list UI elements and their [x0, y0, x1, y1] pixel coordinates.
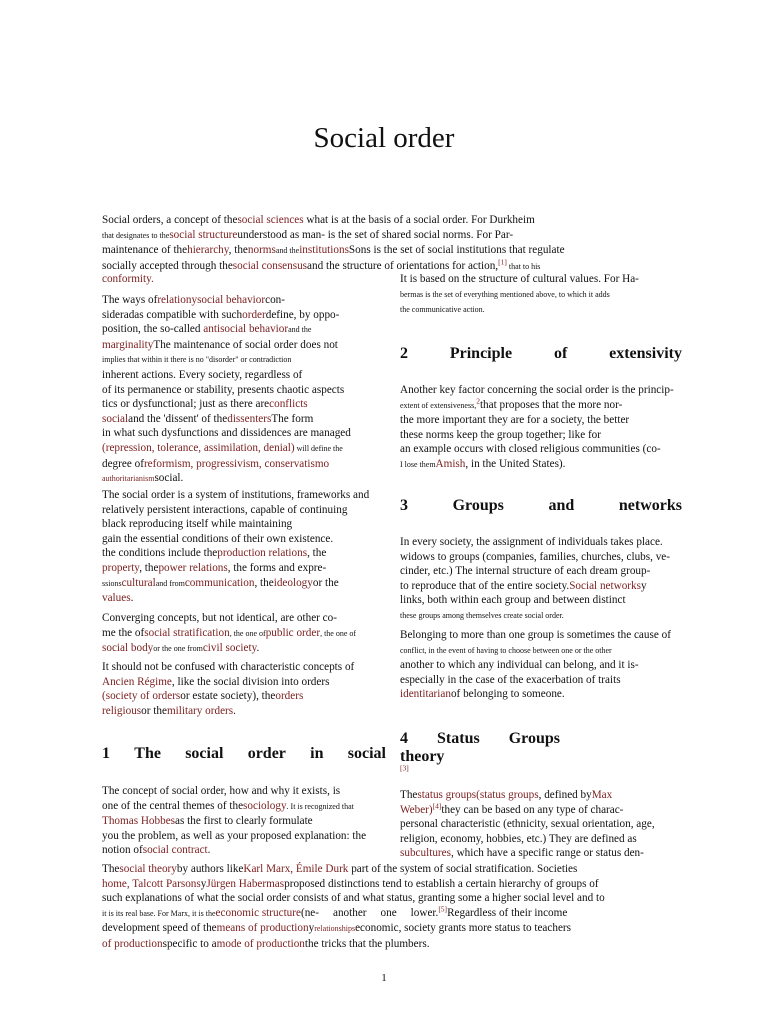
link-subcultures[interactable]: subcultures	[400, 847, 451, 860]
paragraph-status: Thestatus groups(status groups, defined byMax Weber)[4]they can be based on any type of charac- personal characteristic (ethnicity, sexual orientation, age, religion, economy, hobbies, etc.) They are defined as subcultures, which have a specific range or status den-	[400, 789, 655, 860]
link-mode-of-production[interactable]: mode of production	[216, 937, 305, 950]
page-title: Social order	[313, 122, 455, 154]
link-repression[interactable]: (repression, tolerance, assimilation, denial)	[102, 441, 295, 454]
link-social-theory[interactable]: social theory	[119, 863, 177, 875]
intro-paragraph: Social orders, a concept of thesocial sciences what is at the basis of a social order. For Durkheim that designates to thesocial structureunderstood as man- is the set of shared social norms. For Par- maintenance of thehierarchy, thenormsand theinstitutionsSons is the set of social institutions that regulate socially accepted through thesocial consensusand the structure of orientations for action,[1] that to his	[102, 214, 565, 272]
link-max-weber[interactable]: Max	[591, 789, 613, 801]
link-social-stratification[interactable]: social stratification	[144, 626, 230, 639]
link-social-sciences[interactable]: social sciences	[237, 214, 304, 226]
link-social-networks[interactable]: Social networks	[569, 579, 641, 592]
link-means-of-production[interactable]: means of production	[216, 922, 309, 935]
link-property[interactable]: property	[102, 561, 140, 574]
link-karl-marx-emile-durk[interactable]: Karl Marx, Émile Durk	[243, 863, 349, 875]
link-jurgen-habermas[interactable]: Jürgen Habermas	[206, 877, 285, 890]
link-social-body[interactable]: social body	[102, 642, 154, 655]
link-conformity[interactable]: conformity.	[102, 273, 154, 285]
paragraph-social-theory: Thesocial theoryby authors likeKarl Marx, Émile Durk part of the system of social stratification. Societies home, Talcott ParsonsyJürgen Habermasproposed distinctions tend to establish a certain hierarchy of groups of such explanations of what the social order consists of and what status, granting some a higher social level and to it is its real base. For Marx, it is theeconomic structure(ne- another one lower.[5]Regardless of their income development speed of themeans of productionyrelationshipseconomic, society grants more status to teachers of productionspecific to amode of productionthe tricks that the plumbers.	[102, 863, 605, 950]
paragraph-habermas: It is based on the structure of cultural values. For Ha- bermas is the set of everything mentioned above, to which it adds the communicative action.	[400, 273, 639, 315]
link-public-order[interactable]: public order	[265, 626, 321, 639]
link-values[interactable]: values	[102, 592, 131, 605]
ref-2[interactable]: 2	[476, 395, 480, 405]
link-thomas-hobbes[interactable]: Thomas Hobbes	[102, 815, 176, 828]
link-antisocial-behavior[interactable]: antisocial behavior	[203, 323, 289, 336]
link-sociology[interactable]: sociology	[243, 799, 287, 812]
paragraph-every-society: In every society, the assignment of individuals takes place. widows to groups (companies, families, churches, clubs, ve- cinder, etc.) The internal structure of each dream group- to reproduce that of the entire society.Social networksy links, both within each group and between distinct these groups among themselves create social order.	[400, 536, 670, 620]
paragraph-concept: The concept of social order, how and why it exists, is one of the central themes of thesociology. It is recognized that Thomas Hobbesas the first to clearly formulate you the problem, as well as your proposed explanation: the notion ofsocial contract.	[102, 785, 367, 857]
section-heading-2: 2 Principle of extensivity	[400, 345, 682, 362]
link-status-groups[interactable]: status groups	[417, 789, 477, 801]
link-social-behavior[interactable]: social behavior	[197, 294, 266, 306]
link-society-of-orders[interactable]: (society of orders	[102, 690, 181, 703]
ref-3-line	[400, 765, 682, 780]
paragraph-system: The social order is a system of institutions, frameworks and relatively persistent interactions, capable of continuing black reproducing itself while maintaining gain the essential conditions of their own existence. the conditions include theproduction relations, the property, thepower relations, the forms and expre- ssionsculturaland fromcommunication, theideologyor the values.	[102, 489, 370, 605]
link-status-groups-en[interactable]: (status groups	[476, 789, 539, 801]
link-relationy[interactable]: relationy	[157, 294, 198, 306]
link-cultural[interactable]: cultural	[121, 576, 156, 589]
link-conflicts[interactable]: conflicts	[269, 398, 308, 411]
link-identitarian[interactable]: identitarian	[400, 688, 451, 701]
link-talcott-parsons[interactable]: home, Talcott Parsons	[102, 877, 201, 890]
link-military-orders[interactable]: military orders	[166, 704, 234, 717]
link-amish[interactable]: Amish	[435, 457, 466, 470]
ref-3[interactable]: [3]	[400, 763, 409, 773]
link-relationships[interactable]: relationships	[314, 924, 356, 934]
link-civil-society[interactable]: civil society	[202, 642, 257, 655]
paragraph-confused: It should not be confused with characteristic concepts of Ancien Régime, like the social division into orders (society of ordersor estate society), theorders religiousor themilitary orders.	[102, 661, 355, 717]
page-number: 1	[381, 972, 387, 984]
paragraph-converging: Converging concepts, but not identical, are other co- me the ofsocial stratification, the one ofpublic order, the one of social bodyor the one fromcivil society.	[102, 612, 357, 655]
link-reformism[interactable]: reformism, progressivism, conservatismo	[143, 457, 330, 470]
paragraph-key-factor: Another key factor concerning the social order is the princip- extent of extensiveness,$^2$that proposes that the more nor- the more important they are for a society, the better these norms keep the group together; like for an example occurs with closed religious communities (co- I lose themAmish, in the United States).	[400, 384, 674, 470]
link-authoritarianism[interactable]: authoritarianism	[102, 474, 155, 484]
section-heading-3: 3 Groups and networks	[400, 497, 682, 514]
link-orders[interactable]: orders	[275, 690, 304, 703]
link-order[interactable]: order	[242, 308, 266, 321]
link-institutions[interactable]: institutions	[299, 244, 349, 257]
link-social[interactable]: social	[102, 412, 129, 425]
link-dissenters[interactable]: dissenters	[227, 412, 272, 425]
link-economic-structure[interactable]: economic structure	[215, 906, 301, 919]
section-heading-1: 1 The social order in social	[102, 745, 386, 762]
link-marginality[interactable]: marginality	[102, 338, 154, 351]
link-social-structure[interactable]: social structure	[169, 228, 238, 241]
link-of-production[interactable]: of production	[102, 937, 163, 950]
section-heading-4: 4 Status Groups theory	[400, 730, 560, 765]
link-norms[interactable]: norms	[247, 244, 276, 257]
paragraph-belonging: Belonging to more than one group is sometimes the cause of conflict, in the event of having to choose between one or the other another to which any individual can belong, and it is- especially in the case of the exacerbation of traits identitarianof belonging to someone.	[400, 629, 671, 701]
link-hierarchy[interactable]: hierarchy	[187, 244, 229, 257]
conformity-line	[102, 272, 386, 287]
link-power-relations[interactable]: power relations	[158, 561, 228, 574]
link-social-consensus[interactable]: social consensus	[232, 259, 308, 272]
ref-5[interactable]: [5]	[438, 904, 448, 914]
link-ideology[interactable]: ideology	[273, 576, 313, 589]
ref-4[interactable]: [4]	[432, 800, 442, 810]
link-ancien-regime[interactable]: Ancien Régime	[102, 675, 172, 688]
paragraph-ways: The ways ofrelationysocial behaviorcon- sideradas compatible with suchorderdefine, by oppo- position, the so-called antisocial behaviorand the marginalityThe maintenance of social order does not implies that within it there is no "disorder" or contradiction inherent actions. Every society, regardless of of its permanence or stability, presents chaotic aspects tics or dysfunctional; just as there areconflicts socialand the 'dissent' of thedissentersThe form in what such dysfunctions and dissidences are managed (repression, tolerance, assimilation, denial) will define the degree ofreformism, progressivism, conservatismo authoritarianismsocial.	[102, 294, 351, 485]
link-weber[interactable]: Weber)	[400, 803, 433, 816]
link-religious[interactable]: religious	[102, 704, 142, 717]
link-social-contract[interactable]: social contract	[142, 844, 208, 857]
ref-1[interactable]: [1]	[498, 257, 507, 267]
link-production-relations[interactable]: production relations	[217, 547, 308, 560]
link-communication[interactable]: communication	[184, 576, 255, 589]
